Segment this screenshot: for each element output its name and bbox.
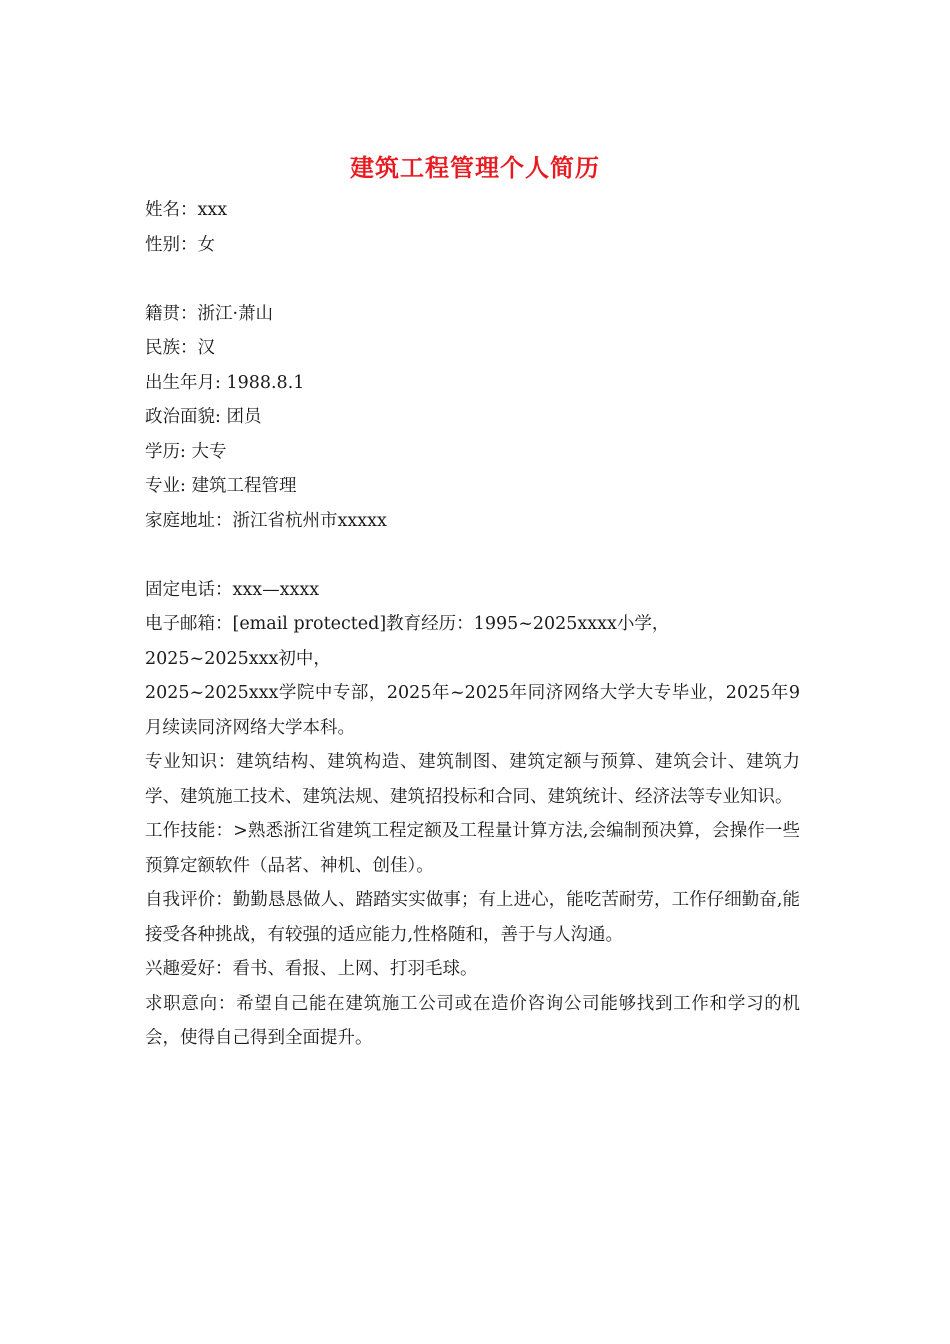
- hobbies-line: 兴趣爱好：看书、看报、上网、打羽毛球。: [145, 959, 478, 979]
- spacer: [145, 538, 800, 573]
- college-paragraph: 2025~2025xxx学院中专部，2025年~2025年同济网络大学大专毕业，2025年9月续读同济网络大学本科。: [145, 683, 800, 738]
- knowledge-paragraph: 专业知识：建筑结构、建筑构造、建筑制图、建筑定额与预算、建筑会计、建筑力学、建筑施工技术、建筑法规、建筑招投标和合同、建筑统计、经济法等专业知识。: [145, 752, 800, 807]
- job-intention-paragraph: 求职意向：希望自己能在建筑施工公司或在造价咨询公司能够找到工作和学习的机会，使得自己得到全面提升。: [145, 993, 800, 1048]
- spacer: [145, 262, 800, 297]
- resume-body: [145, 193, 800, 1056]
- hometown-line: 籍贯：浙江·萧山: [145, 303, 274, 324]
- email-education-line: 电子邮箱：[email protected]教育经历：1995~2025xxxx小学，: [145, 614, 670, 634]
- name-line: 姓名：xxx: [145, 200, 228, 220]
- political-line: 政治面貌: 团员: [145, 407, 262, 427]
- ethnicity-line: 民族：汉: [145, 338, 215, 358]
- birth-line: 出生年月: 1988.8.1: [145, 372, 305, 393]
- junior-high-line: 2025~2025xxx初中，: [145, 648, 331, 669]
- major-line: 专业: 建筑工程管理: [145, 476, 297, 496]
- phone-line: 固定电话：xxx—xxxx: [145, 579, 320, 600]
- skills-paragraph: 工作技能：>熟悉浙江省建筑工程定额及工程量计算方法,会编制预决算，会操作一些预算定额软件（品茗、神机、创佳）。: [145, 821, 800, 876]
- page-title: 建筑工程管理个人简历: [350, 153, 600, 182]
- gender-line: 性别：女: [145, 234, 215, 255]
- address-line: 家庭地址：浙江省杭州市xxxxx: [145, 510, 387, 531]
- education-level-line: 学历: 大专: [145, 441, 227, 462]
- self-evaluation-paragraph: 自我评价：勤勤恳恳做人、踏踏实实做事；有上进心，能吃苦耐劳，工作仔细勤奋,能接受各种挑战，有较强的适应能力,性格随和，善于与人沟通。: [145, 890, 800, 945]
